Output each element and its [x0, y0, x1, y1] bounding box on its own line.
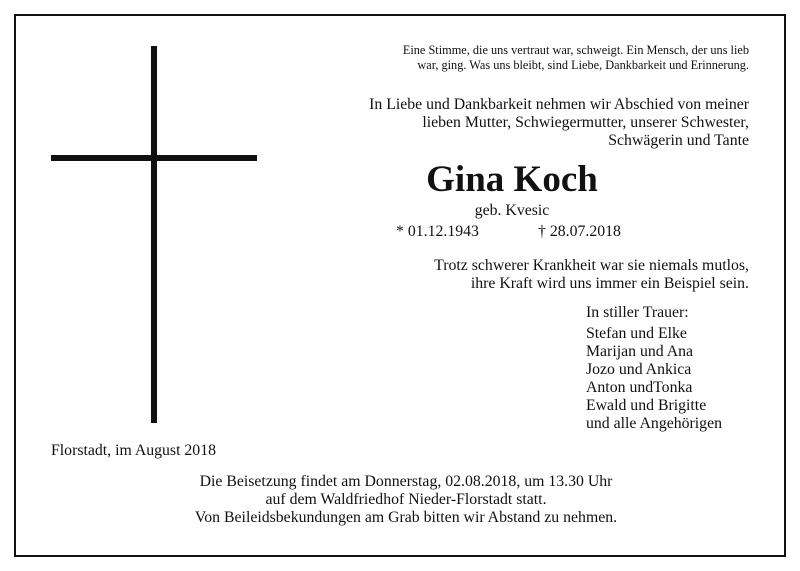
mourner-name: Ewald und Brigitte — [586, 397, 707, 414]
maiden-name: geb. Kvesic — [474, 202, 550, 219]
intro-line: lieben Mutter, Schwiegermutter, unserer Schwester, — [422, 114, 749, 131]
funeral-line: Von Beileidsbekundungen am Grab bitten wir Abstand zu nehmen. — [194, 509, 618, 526]
mourner-name: Jozo und Ankica — [586, 361, 692, 378]
mourners-heading: In stiller Trauer: — [586, 304, 689, 321]
mourner-name: Marijan und Ana — [586, 343, 694, 360]
mourners-list — [586, 304, 722, 433]
memorial-motto — [403, 43, 749, 73]
funeral-line: auf dem Waldfriedhof Nieder-Florstadt statt. — [265, 491, 547, 508]
place-and-date: Florstadt, im August 2018 — [51, 442, 217, 459]
farewell-intro — [369, 96, 749, 150]
cross-horizontal-bar — [51, 155, 257, 161]
funeral-details — [100, 473, 712, 527]
deceased-name: Gina Koch — [426, 159, 598, 200]
memorial-quote — [434, 257, 749, 293]
motto-line: Eine Stimme, die uns vertraut war, schweigt. Ein Mensch, der uns lieb — [402, 43, 749, 57]
intro-line: Schwägerin und Tante — [608, 132, 749, 149]
mourner-name: Anton undTonka — [586, 379, 693, 396]
mourner-name: Stefan und Elke — [586, 325, 687, 342]
birth-date: * 01.12.1943 — [396, 223, 479, 240]
funeral-line: Die Beisetzung findet am Donnerstag, 02.08.2018, um 13.30 Uhr — [199, 473, 613, 490]
intro-line: In Liebe und Dankbarkeit nehmen wir Abschied von meiner — [369, 96, 749, 113]
death-date: † 28.07.2018 — [538, 223, 621, 240]
quote-line: ihre Kraft wird uns immer ein Beispiel sein. — [470, 275, 749, 292]
mourner-name: und alle Angehörigen — [586, 415, 722, 432]
motto-line: war, ging. Was uns bleibt, sind Liebe, Dankbarkeit und Erinnerung. — [417, 58, 749, 72]
quote-line: Trotz schwerer Krankheit war sie niemals mutlos, — [434, 257, 749, 274]
cross-vertical-bar — [151, 46, 157, 423]
